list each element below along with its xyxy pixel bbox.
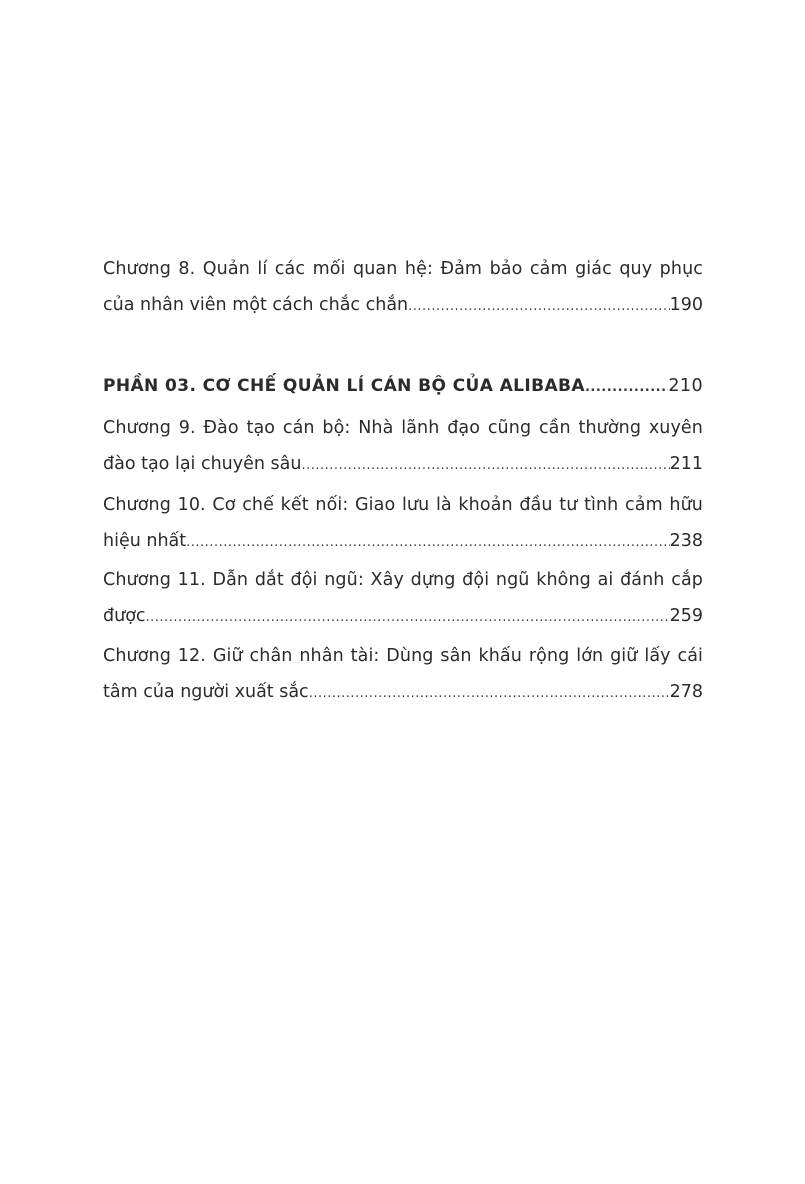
dot-leader [309,676,670,710]
toc-entry-chapter-12[interactable] [103,638,703,710]
page-number: 190 [669,295,703,315]
page-number: 278 [669,682,703,702]
toc-entry-part-3[interactable] [103,368,703,404]
dot-leader [408,289,669,323]
toc-entry-chapter-11[interactable] [103,562,703,634]
chapter-title-line-1: Chương 9. Đào tạo cán bộ: Nhà lãnh đạo cũng cần thường xuyên [103,418,703,438]
dot-leader [146,600,670,634]
page-number: 210 [668,376,703,396]
chapter-title-line-1: Chương 12. Giữ chân nhân tài: Dùng sân khấu rộng lớn giữ lấy cái [103,646,703,666]
dot-leader [301,448,669,482]
toc-entry-chapter-9[interactable] [103,410,703,482]
toc-entry-chapter-8[interactable] [103,251,703,323]
chapter-title-text: tâm của người xuất sắc [103,682,309,702]
part-title-text: PHẦN 03. CƠ CHẾ QUẢN LÍ CÁN BỘ CỦA ALIBABA [103,376,585,396]
toc-entry-chapter-10[interactable] [103,487,703,559]
part-title-line [103,368,703,404]
chapter-title-line-1: Chương 8. Quản lí các mối quan hệ: Đảm bảo cảm giác quy phục [103,259,703,279]
chapter-title-text: được [103,606,146,626]
page-number: 259 [669,606,703,626]
page-number: 211 [669,454,703,474]
page-number: 238 [669,531,703,551]
chapter-title-line-1: Chương 11. Dẫn dắt đội ngũ: Xây dựng đội ngũ không ai đánh cắp [103,570,703,590]
chapter-title-line-2 [103,287,703,323]
chapter-title-line-2 [103,674,703,710]
chapter-title-text: của nhân viên một cách chắc chắn [103,295,409,315]
chapter-title-text: đào tạo lại chuyên sâu [103,454,302,474]
chapter-title-text: hiệu nhất [103,531,187,551]
chapter-title-line-2 [103,523,703,559]
dot-leader [585,370,668,404]
dot-leader [186,525,669,559]
chapter-title-line-2 [103,598,703,634]
chapter-title-line-2 [103,446,703,482]
chapter-title-line-1: Chương 10. Cơ chế kết nối: Giao lưu là khoản đầu tư tình cảm hữu [103,495,703,515]
